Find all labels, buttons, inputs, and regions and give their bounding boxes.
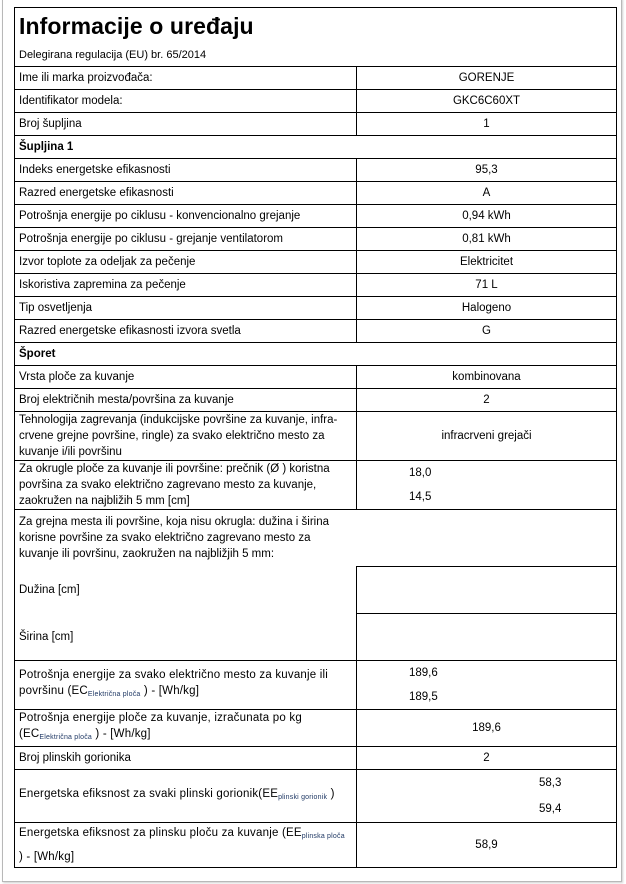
table-row-gas-burners <box>15 747 617 770</box>
row-value: 189,6 <box>357 710 617 747</box>
row-value: 95,3 <box>357 159 617 182</box>
row-label-tail: ) - [Wh/kg] <box>19 851 75 863</box>
row-value: GKC6C60XT <box>357 90 617 113</box>
row-value: 18,0 <box>409 467 432 479</box>
row-label-tail: ) <box>327 788 335 800</box>
row-value: 58,9 <box>357 823 617 868</box>
row-label: Dužina [cm] <box>15 567 357 614</box>
row-value: A <box>357 182 617 205</box>
table-row <box>15 320 617 343</box>
section-heading-cavity: Šupljina 1 <box>15 136 617 159</box>
row-value: 189,6 <box>409 667 438 679</box>
table-row-manufacturer <box>15 67 617 90</box>
table-row <box>15 182 617 205</box>
row-value: Halogeno <box>357 297 617 320</box>
row-label: Potrošnja energije za svako električno mesto za kuvanje ili površinu (EC <box>19 669 329 697</box>
row-value: GORENJE <box>357 67 617 90</box>
table-row <box>15 159 617 182</box>
row-label: Potrošnja energije po ciklusu - konvencionalno grejanje <box>15 205 357 228</box>
row-label: Indeks energetske efikasnosti <box>15 159 357 182</box>
table-row-cavity-count <box>15 113 617 136</box>
table-row-width <box>15 614 617 661</box>
table-row-ee-each <box>15 770 617 823</box>
table-row <box>15 297 617 320</box>
row-value: 0,81 kWh <box>357 228 617 251</box>
row-value <box>357 614 617 661</box>
row-label: Razred energetske efikasnosti izvora svetla <box>15 320 357 343</box>
row-label-tail: ) - [Wh/kg] <box>92 728 151 740</box>
row-value: infracrveni grejači <box>357 412 617 461</box>
table-row-ec-total <box>15 710 617 747</box>
row-value: 71 L <box>357 274 617 297</box>
row-label: Ime ili marka proizvođača: <box>15 67 357 90</box>
subscript-label: Električna ploča <box>87 691 141 698</box>
table-row-ee-total <box>15 823 617 868</box>
row-label: Energetska efiksnost za plinsku ploču za kuvanje (EE <box>19 827 302 839</box>
table-row-ec-each <box>15 661 617 710</box>
subscript-label: plinska ploča <box>301 833 345 840</box>
row-label: Iskoristiva zapremina za pečenje <box>15 274 357 297</box>
row-label: Za okrugle ploče za kuvanje ili površine: prečnik (Ø ) koristna površina za svako električno zagrevano mesto za kuvanje, zaokružen na najbližih 5 mm [cm] <box>15 461 357 510</box>
document-title: Informacije o uređaju <box>15 8 617 45</box>
row-label: Za grejna mesta ili površine, koja nisu okrugla: dužina i širina korisne površine za svako električno zagrevano mesto za kuvanje ili površinu, zaokružen na najbližjih 5 mm: <box>19 516 330 560</box>
section-heading-stove: Šporet <box>15 343 617 366</box>
subscript-label: Električna ploča <box>39 734 93 741</box>
row-label: Širina [cm] <box>15 614 357 661</box>
row-value: kombinovana <box>357 366 617 389</box>
row-value: Elektricitet <box>357 251 617 274</box>
row-value: 2 <box>357 747 617 770</box>
document-page <box>2 0 622 882</box>
row-label-tail: ) - [Wh/kg] <box>140 685 200 697</box>
regulation-reference: Delegirana regulacija (EU) br. 65/2014 <box>15 44 617 67</box>
row-label: Razred energetske efikasnosti <box>15 182 357 205</box>
row-value: 2 <box>357 389 617 412</box>
table-row <box>15 251 617 274</box>
table-row <box>15 389 617 412</box>
row-label: Broj električnih mesta/površina za kuvanje <box>15 389 357 412</box>
row-value <box>357 567 617 614</box>
table-row-round-diameter <box>15 461 617 510</box>
row-label: Potrošnja energije po ciklusu - grejanje ventilatorom <box>15 228 357 251</box>
row-label: Energetska efiksnost za svaki plinski gorionik(EE <box>19 788 279 800</box>
row-value: 1 <box>357 113 617 136</box>
row-value: 14,5 <box>409 491 432 503</box>
row-value: 58,3 <box>539 777 562 789</box>
table-row <box>15 228 617 251</box>
row-label: Broj šupljina <box>15 113 357 136</box>
row-label: Broj plinskih gorionika <box>15 747 357 770</box>
table-row-heating-technology <box>15 412 617 461</box>
row-value: 189,5 <box>409 691 438 703</box>
table-row-model-identifier <box>15 90 617 113</box>
row-label: Potrošnja energije ploče za kuvanje, izračunata po kg (EC <box>19 712 302 740</box>
row-value: 59,4 <box>539 803 562 815</box>
subscript-label: plinski gorionik <box>278 794 328 801</box>
row-label: Tehnologija zagrevanja (indukcijske površine za kuvanje, infra-crvene grejne površine, ringle) za svako električno mesto za kuvanje i/ili površinu <box>15 412 357 461</box>
row-label: Vrsta ploče za kuvanje <box>15 366 357 389</box>
table-row <box>15 366 617 389</box>
row-value: G <box>357 320 617 343</box>
row-label: Identifikator modela: <box>15 90 357 113</box>
table-row-non-round-intro <box>15 510 617 567</box>
product-information-table <box>14 7 617 868</box>
row-label: Izvor toplote za odeljak za pečenje <box>15 251 357 274</box>
table-row <box>15 274 617 297</box>
row-value: 0,94 kWh <box>357 205 617 228</box>
table-row <box>15 205 617 228</box>
table-row-length <box>15 567 617 614</box>
row-label: Tip osvetljenja <box>15 297 357 320</box>
